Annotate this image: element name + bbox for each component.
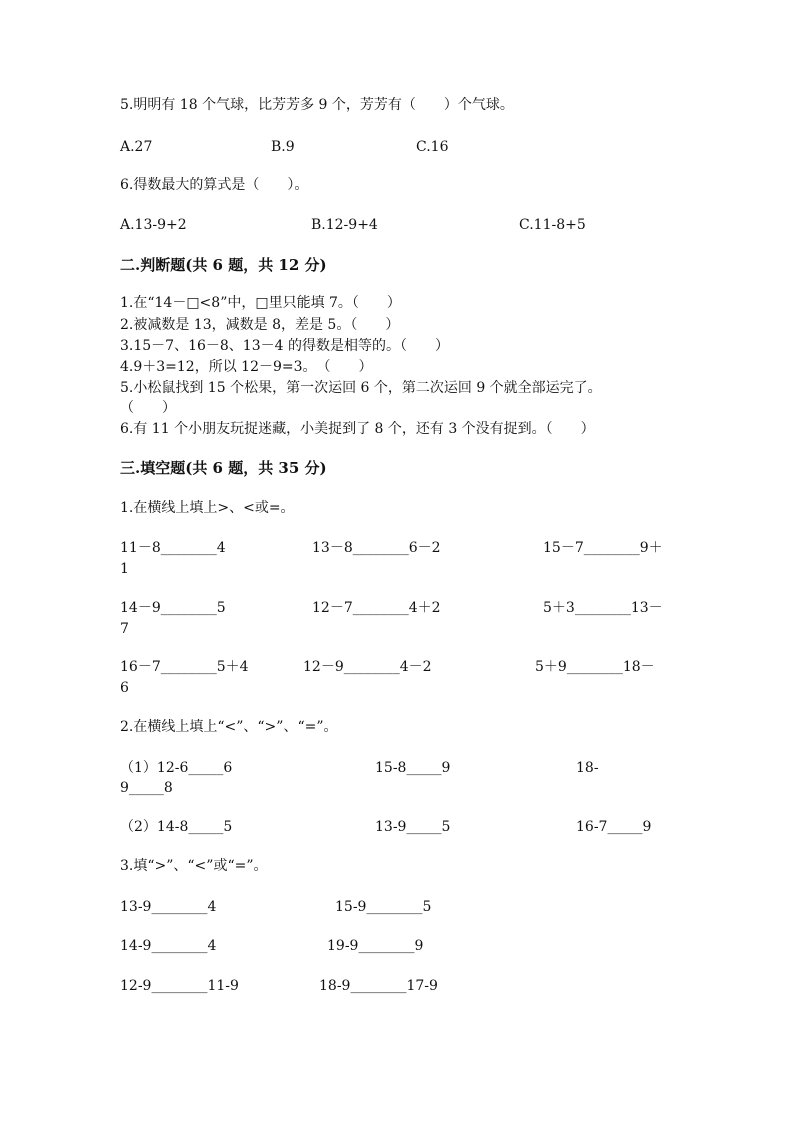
judge-item-2: 2.被减数是 13，减数是 8，差是 5。（ ） [120, 317, 400, 333]
judge-item-3: 3.15－7、16－8、13－4 的得数是相等的。（ ） [120, 338, 449, 354]
fill-q1-expr-wrap: 1 [120, 561, 129, 577]
fill-q1-expr: 5＋3________13－ [543, 600, 663, 616]
fill-q3-expr: 14-9________4 [120, 938, 217, 954]
question-6-stem: 6.得数最大的算式是（ ）。 [120, 177, 309, 193]
fill-q1-expr: 12－7________4＋2 [312, 600, 441, 616]
fill-q2-expr: 15-8_____9 [375, 760, 451, 776]
fill-q2-expr: 13-9_____5 [375, 819, 451, 835]
fill-q2-stem: 2.在横线上填上“<”、“>”、“=”。 [120, 719, 338, 735]
question-5-option-c: C.16 [416, 139, 449, 155]
judge-item-1: 1.在“14－□<8”中，□里只能填 7。（ ） [120, 295, 401, 311]
question-5-option-b: B.9 [271, 139, 295, 155]
judge-item-5-answer: （ ） [120, 400, 176, 416]
fill-q2-expr: 16-7_____9 [576, 819, 652, 835]
fill-q1-expr-wrap: 7 [120, 621, 129, 637]
section-3-heading: 三.填空题(共 6 题，共 35 分) [120, 459, 327, 477]
fill-q1-expr-wrap: 6 [120, 680, 129, 696]
fill-q2-expr: （2）14-8_____5 [120, 819, 233, 835]
question-6-option-a: A.13-9+2 [120, 217, 187, 233]
question-6-option-c: C.11-8+5 [519, 217, 586, 233]
fill-q3-expr: 15-9________5 [335, 899, 432, 915]
judge-item-5: 5.小松鼠找到 15 个松果，第一次运回 6 个，第二次运回 9 个就全部运完了。 [120, 380, 602, 396]
fill-q2-expr: （1）12-6_____6 [120, 760, 233, 776]
section-2-heading: 二.判断题(共 6 题，共 12 分) [120, 256, 327, 274]
fill-q1-expr: 13－8________6－2 [312, 540, 441, 556]
fill-q3-expr: 18-9________17-9 [319, 978, 438, 994]
question-5-stem: 5.明明有 18 个气球，比芳芳多 9 个，芳芳有（ ）个气球。 [120, 97, 514, 113]
fill-q1-expr: 11－8________4 [120, 540, 226, 556]
fill-q3-expr: 19-9________9 [327, 938, 424, 954]
fill-q3-expr: 13-9________4 [120, 899, 217, 915]
fill-q2-expr-wrap: 9_____8 [120, 780, 173, 796]
fill-q1-expr: 5＋9________18－ [535, 659, 655, 675]
fill-q1-expr: 12－9________4－2 [303, 659, 432, 675]
fill-q3-stem: 3.填“>”、“<”或“=”。 [120, 858, 268, 874]
judge-item-4: 4.9＋3=12，所以 12－9=3。 （ ） [120, 359, 373, 375]
fill-q1-expr: 14－9________5 [120, 600, 226, 616]
fill-q1-expr: 15－7________9＋ [543, 540, 663, 556]
fill-q3-expr: 12-9________11-9 [120, 978, 239, 994]
question-6-option-b: B.12-9+4 [311, 217, 378, 233]
fill-q2-expr: 18- [576, 760, 599, 776]
fill-q1-stem: 1.在横线上填上>、<或=。 [120, 500, 295, 516]
question-5-option-a: A.27 [120, 139, 153, 155]
fill-q1-expr: 16－7________5＋4 [120, 659, 249, 675]
judge-item-6: 6.有 11 个小朋友玩捉迷藏，小美捉到了 8 个，还有 3 个没有捉到。（ ） [120, 421, 595, 437]
